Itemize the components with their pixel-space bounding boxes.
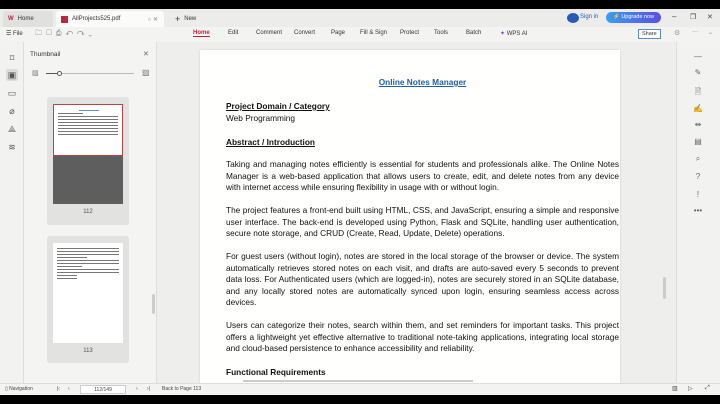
right-sidebar: [676, 42, 720, 383]
thumbnail-size-slider[interactable]: [46, 73, 134, 74]
horizontal-scrollbar[interactable]: [243, 380, 473, 382]
reading-mode-icon[interactable]: ▥: [672, 386, 678, 392]
paragraph-3: For guest users (without login), notes are stored in the local storage of the browser or device. The system automatically retrieves stored notes on each visit, and drafts are auto-saved every 5 seconds to prevent data loss. For Authenticated users (which are logged-in), notes are securely stored in an SQLite database, and any locally stored notes are automatically synced upon login, ensuring seamless access across devices.: [226, 251, 619, 308]
edit-icon[interactable]: ✎: [694, 68, 702, 77]
slider-handle[interactable]: [57, 71, 62, 76]
collapse-chevron-icon[interactable]: ⌄: [708, 30, 714, 36]
paragraph-1: Taking and managing notes efficiently is essential for students and professionals alike. The Online Notes Manager is a web-based application that allows users to create, edit, and delete notes from any device with internet access while ensuring flexibility in usage with or without login.: [226, 159, 619, 193]
fullscreen-icon[interactable]: ⤢: [705, 385, 710, 391]
close-window-button[interactable]: ✕: [707, 14, 713, 21]
document-title: Online Notes Manager: [378, 77, 467, 87]
more-tools-icon[interactable]: •••: [693, 206, 703, 215]
back-to-page-link[interactable]: Back to Page 113: [162, 386, 202, 392]
play-icon[interactable]: ▷: [688, 386, 693, 392]
menu-edit[interactable]: Edit: [228, 30, 239, 36]
left-sidebar: [0, 42, 24, 383]
thumbnail-page-113[interactable]: [47, 236, 129, 363]
comment-icon[interactable]: ▭: [7, 88, 17, 98]
status-bar: [0, 383, 720, 395]
sign-in-button[interactable]: Sign in: [580, 14, 599, 20]
layers-icon[interactable]: ≋: [8, 142, 16, 152]
quick-access-icons[interactable]: 🗀▢⎙↶↷⌄: [35, 30, 96, 37]
domain-text: Web Programming: [226, 113, 296, 123]
menu-home[interactable]: Home: [193, 30, 210, 36]
document-page: [200, 50, 620, 383]
attachment-icon[interactable]: ⌀: [9, 106, 15, 116]
sign-icon[interactable]: ✍: [693, 104, 703, 113]
first-page-button[interactable]: |‹: [57, 386, 60, 392]
zoom-out-thumb-icon[interactable]: ▨: [32, 70, 39, 77]
help-icon[interactable]: ?: [695, 172, 701, 181]
paragraph-4: Users can categorize their notes, search within them, and set reminders for important tasks. This project offers a lightweight yet effective alternative to traditional note-taking applications, integrating local storage and cloud-based persistence to enhance accessibility and reliability.: [226, 320, 619, 354]
page-icon[interactable]: ▤: [694, 137, 702, 146]
signature-icon[interactable]: ⟁: [7, 124, 17, 134]
minimize-button[interactable]: –: [672, 12, 677, 21]
page-number-label: 112: [83, 209, 93, 215]
feedback-icon[interactable]: !: [696, 190, 700, 199]
file-menu[interactable]: ☰ File: [6, 31, 23, 37]
upgrade-button[interactable]: ⚡ Upgrade now: [606, 12, 661, 23]
next-page-button[interactable]: ›: [136, 386, 138, 392]
prev-page-button[interactable]: ‹: [68, 386, 70, 392]
menu-page[interactable]: Page: [331, 30, 346, 36]
wps-logo-icon: W: [8, 16, 14, 22]
menu-batch[interactable]: Batch: [466, 30, 482, 36]
toolbar: [0, 27, 720, 42]
functional-requirements-heading: Functional Requirements: [226, 367, 326, 377]
new-tab-button[interactable]: + New: [175, 14, 197, 24]
minus-icon[interactable]: —: [694, 52, 702, 61]
pdf-icon: [61, 16, 68, 23]
restore-button[interactable]: ❐: [690, 14, 697, 21]
zoom-in-thumb-icon[interactable]: ▨: [142, 68, 150, 77]
paragraph-2: The project features a front-end built using HTML, CSS, and JavaScript, ensuring a simple and responsive user interface. The back-end is developed using Python, Flask and SQLite, handling user authentication, secure note storage, and CRUD (Create, Read, Update, Delete) operations.: [226, 205, 619, 239]
settings-icon[interactable]: ⚙: [674, 30, 681, 37]
user-icon: [567, 13, 579, 23]
menu-comment[interactable]: Comment: [256, 30, 283, 36]
domain-heading: Project Domain / Category: [226, 101, 330, 111]
menu-fill-sign[interactable]: Fill & Sign: [360, 30, 388, 36]
bookmark-icon[interactable]: ⌑: [9, 53, 15, 63]
tab-close-icon[interactable]: ○ ✕: [147, 16, 158, 23]
thumbnail-title: Thumbnail: [30, 51, 61, 58]
thumbnail-scrollbar[interactable]: [152, 294, 155, 314]
share-button[interactable]: Share: [638, 29, 661, 39]
page-number-label: 113: [83, 348, 93, 354]
navigation-button[interactable]: ▯ Navigation: [5, 386, 33, 392]
file-export-icon[interactable]: 🗎: [694, 87, 702, 96]
abstract-heading: Abstract / Introduction: [226, 137, 315, 147]
tab-bar: [0, 9, 720, 27]
sparkle-icon: ✦: [500, 31, 506, 37]
tab-document[interactable]: AllProjects525.pdf ○ ✕: [56, 11, 164, 27]
more-icon[interactable]: ···: [692, 29, 698, 35]
tab-home[interactable]: W Home: [3, 11, 53, 27]
menu-convert[interactable]: Convert: [294, 30, 316, 36]
last-page-button[interactable]: ›|: [147, 386, 150, 392]
thumbnail-panel: [24, 42, 157, 383]
plus-icon: +: [175, 14, 181, 24]
thumbnail-icon[interactable]: ▣: [7, 70, 17, 80]
page-number-input[interactable]: 112/149: [80, 385, 126, 394]
wps-ai-button[interactable]: ✦ WPS AI: [500, 31, 528, 37]
menu-tools[interactable]: Tools: [434, 30, 449, 36]
compare-icon[interactable]: ⇹: [694, 120, 702, 129]
search-icon[interactable]: ⌕: [695, 154, 701, 163]
close-panel-icon[interactable]: ✕: [143, 51, 149, 58]
menu-protect[interactable]: Protect: [400, 30, 420, 36]
document-scrollbar[interactable]: [663, 277, 666, 299]
thumbnail-page-112[interactable]: [47, 97, 129, 225]
